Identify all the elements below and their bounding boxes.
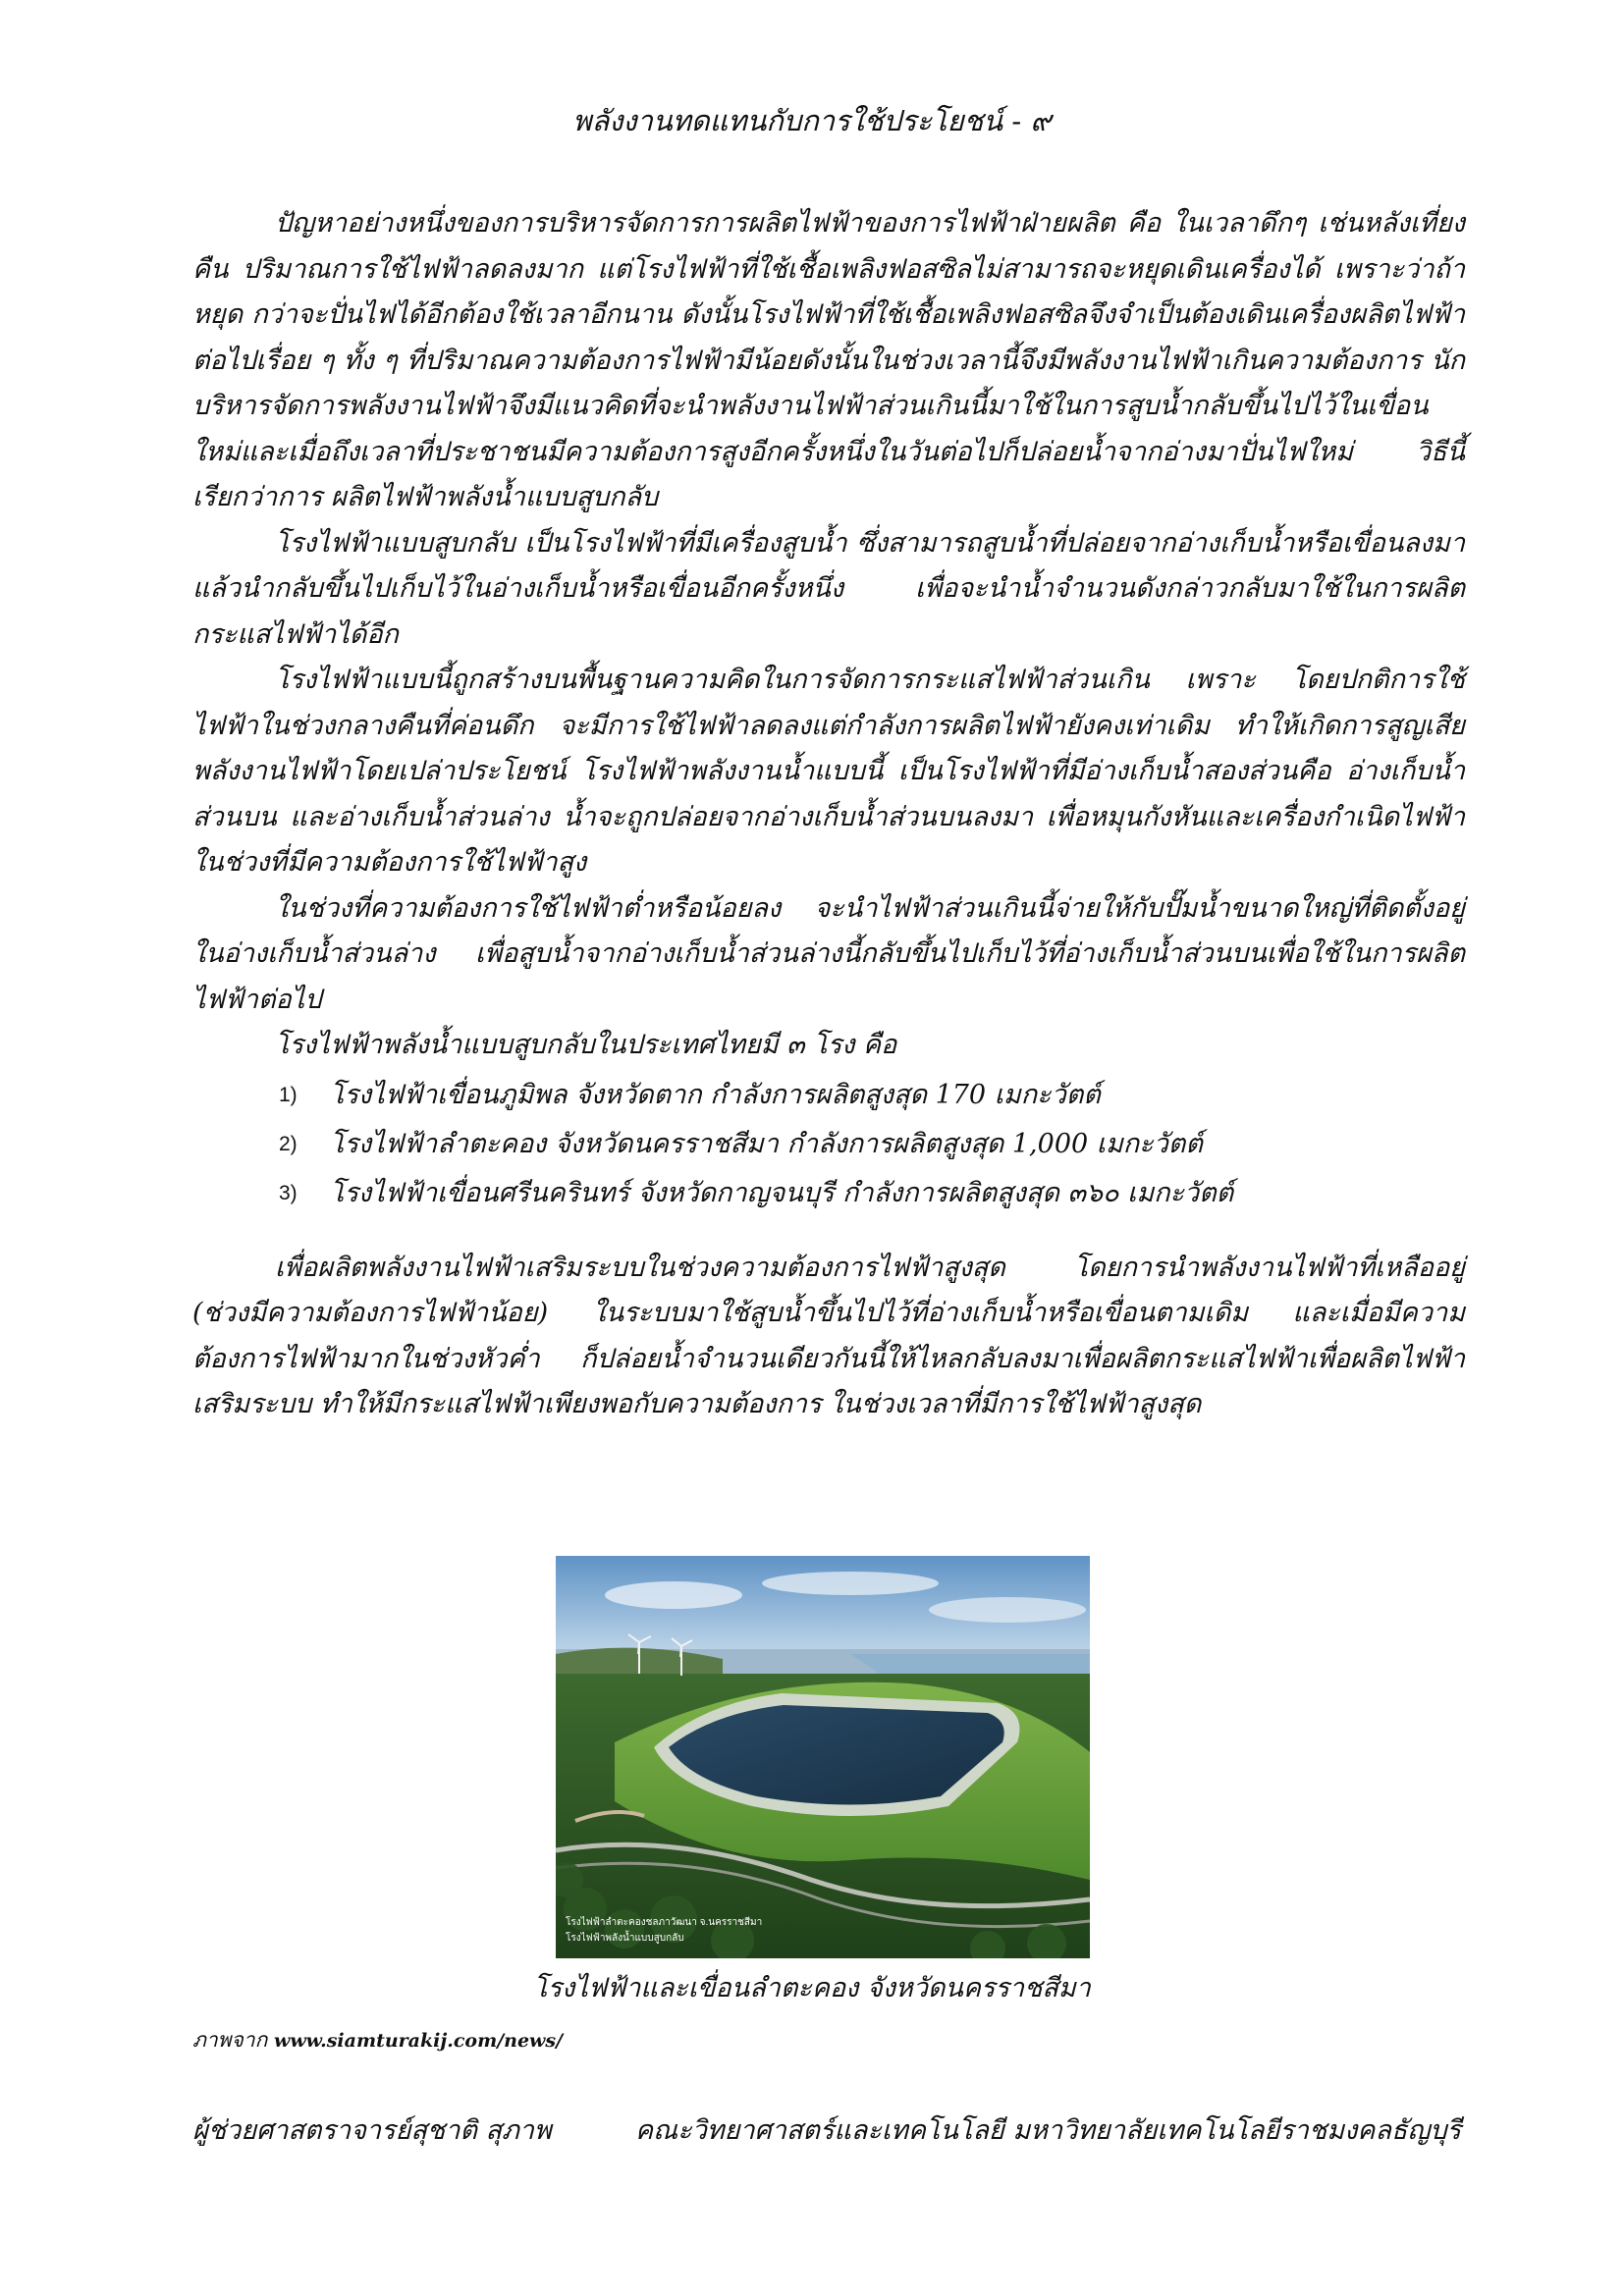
list-item-text: โรงไฟฟ้าเขื่อนศรีนครินทร์ จังหวัดกาญจนบุรี กำลังการผลิตสูงสุด ๓๖๐ เมกะวัตต์: [330, 1177, 1234, 1208]
reservoir-aerial-photo: [556, 1556, 1090, 1958]
paragraph-low-demand-pumping: ในช่วงที่ความต้องการใช้ไฟฟ้าต่ำหรือน้อยลง จะนำไฟฟ้าส่วนเกินนี้จ่ายให้กับปั๊มน้ำขนาดใหญ่ที่ติดตั้งอยู่ในอ่างเก็บน้ำส่วนล่าง เพื่อสูบน้ำจากอ่างเก็บน้ำส่วนล่างนี้กลับขึ้นไปเก็บไว้ที่อ่างเก็บน้ำส่วนบนเพื่อใช้ในการผลิตไฟฟ้าต่อไป: [192, 892, 1465, 1015]
list-item-number: 3): [279, 1181, 298, 1204]
list-item-text: โรงไฟฟ้าเขื่อนภูมิพล จังหวัดตาก กำลังการผลิตสูงสุด 170 เมกะวัตต์: [330, 1079, 1101, 1110]
list-item-number: 2): [279, 1132, 298, 1155]
paragraph-pumped-storage-problem: ปัญหาอย่างหนึ่งของการบริหารจัดการการผลิตไฟฟ้าของการไฟฟ้าฝ่ายผลิต คือ ในเวลาดึกๆ เช่นหลังเที่ยงคืน ปริมาณการใช้ไฟฟ้าลดลงมาก แต่โรงไฟฟ้าที่ใช้เชื้อเพลิงฟอสซิลไม่สามารถจะหยุดเดินเครื่องได้ เพราะว่าถ้าหยุด กว่าจะปั่นไฟได้อีกต้องใช้เวลาอีกนาน ดังนั้นโรงไฟฟ้าที่ใช้เชื้อเพลิงฟอสซิลจึงจำเป็นต้องเดินเครื่องผลิตไฟฟ้าต่อไปเรื่อย ๆ ทั้ง ๆ ที่ปริมาณความต้องการไฟฟ้ามีน้อยดังนั้นในช่วงเวลานี้จึงมีพลังงานไฟฟ้าเกินความต้องการ นักบริหารจัดการพลังงานไฟฟ้าจึงมีแนวคิดที่จะนำพลังงานไฟฟ้าส่วนเกินนี้มาใช้ในการสูบน้ำกลับขึ้นไปไว้ในเขื่อนใหม่และเมื่อถึงเวลาที่ประชาชนมีความต้องการสูงอีกครั้งหนึ่งในวันต่อไปก็ปล่อยน้ำจากอ่างมาปั่นไฟใหม่ วิธีนี้เรียกว่าการ ผลิตไฟฟ้าพลังน้ำแบบสูบกลับ: [192, 208, 1465, 512]
list-item: [192, 1169, 1465, 1218]
document-body: [192, 201, 1465, 1428]
photo-caption: โรงไฟฟ้าและเขื่อนลำตะคอง จังหวัดนครราชสีมา: [533, 1973, 1091, 2003]
paragraph-peak-demand-supplement: เพื่อผลิตพลังงานไฟฟ้าเสริมระบบในช่วงความต้องการไฟฟ้าสูงสุด โดยการนำพลังงานไฟฟ้าที่เหลืออยู่ (ช่วงมีความต้องการไฟฟ้าน้อย) ในระบบมาใช้สูบน้ำขึ้นไปไว้ที่อ่างเก็บน้ำหรือเขื่อนตามเดิม และเมื่อมีความต้องการไฟฟ้ามากในช่วงหัวค่ำ ก็ปล่อยน้ำจำนวนเดียวกันนี้ให้ไหลกลับลงมาเพื่อผลิตกระแสไฟฟ้าเพื่อผลิตไฟฟ้าเสริมระบบ ทำให้มีกระแสไฟฟ้าเพียงพอกับความต้องการ ในช่วงเวลาที่มีการใช้ไฟฟ้าสูงสุด: [192, 1252, 1465, 1419]
image-source-url: www.siamturakij.com/news/: [273, 2030, 564, 2052]
photo-overlay-line2: โรงไฟฟ้าพลังน้ำแบบสูบกลับ: [566, 1933, 684, 1944]
footer-author: ผู้ช่วยศาสตราจารย์สุชาติ สุภาพ: [192, 2115, 552, 2146]
reservoir-illustration: [556, 1556, 1090, 1958]
page-header-title: พลังงานทดแทนกับการใช้ประโยชน์ - ๙: [572, 104, 1052, 137]
list-item: [192, 1071, 1465, 1120]
image-source: [192, 2024, 563, 2056]
photo-overlay-line1: โรงไฟฟ้าลำตะคองชลภาวัฒนา จ.นครราชสีมา: [566, 1917, 763, 1928]
list-item-number: 1): [279, 1083, 298, 1106]
list-item: [192, 1120, 1465, 1169]
plants-list: [192, 1071, 1465, 1218]
paragraph-excess-power-concept: โรงไฟฟ้าแบบนี้ถูกสร้างบนพื้นฐานความคิดในการจัดการกระแสไฟฟ้าส่วนเกิน เพราะ โดยปกติการใช้ไฟฟ้าในช่วงกลางคืนที่ค่อนดึก จะมีการใช้ไฟฟ้าลดลงแต่กำลังการผลิตไฟฟ้ายังคงเท่าเดิม ทำให้เกิดการสูญเสียพลังงานไฟฟ้าโดยเปล่าประโยชน์ โรงไฟฟ้าพลังงานน้ำแบบนี้ เป็นโรงไฟฟ้าที่มีอ่างเก็บน้ำสองส่วนคือ อ่างเก็บน้ำส่วนบน และอ่างเก็บน้ำส่วนล่าง น้ำจะถูกปล่อยจากอ่างเก็บน้ำส่วนบนลงมา เพื่อหมุนกังหันและเครื่องกำเนิดไฟฟ้าในช่วงที่มีความต้องการใช้ไฟฟ้าสูง: [192, 665, 1465, 878]
paragraph-pumped-storage-definition: โรงไฟฟ้าแบบสูบกลับ เป็นโรงไฟฟ้าที่มีเครื่องสูบน้ำ ซึ่งสามารถสูบน้ำที่ปล่อยจากอ่างเก็บน้ำหรือเขื่อนลงมาแล้วนำกลับขึ้นไปเก็บไว้ในอ่างเก็บน้ำหรือเขื่อนอีกครั้งหนึ่ง เพื่อจะนำน้ำจำนวนดังกล่าวกลับมาใช้ในการผลิตกระแสไฟฟ้าได้อีก: [192, 527, 1465, 650]
spacer: [192, 1218, 1465, 1246]
image-source-label: ภาพจาก: [192, 2028, 274, 2052]
footer-institution: คณะวิทยาศาสตร์และเทคโนโลยี มหาวิทยาลัยเทคโนโลยีราชมงคลธัญบุรี: [635, 2115, 1461, 2146]
plants-list-intro: โรงไฟฟ้าพลังน้ำแบบสูบกลับในประเทศไทยมี ๓ โรง คือ: [275, 1030, 897, 1060]
list-item-text: โรงไฟฟ้าลำตะคอง จังหวัดนครราชสีมา กำลังการผลิตสูงสุด 1,000 เมกะวัตต์: [330, 1128, 1203, 1159]
